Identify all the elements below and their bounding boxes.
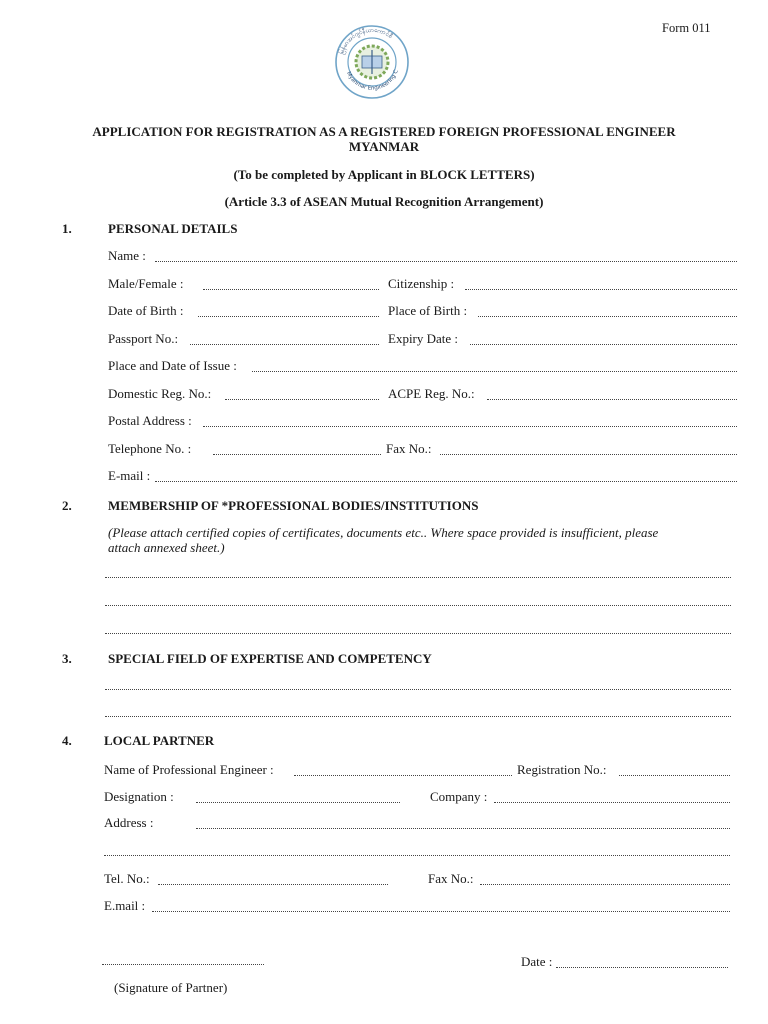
form-title-country: MYANMAR	[348, 139, 420, 154]
postal-field[interactable]	[203, 426, 737, 427]
expiry-label: Expiry Date :	[388, 331, 459, 346]
issue-label: Place and Date of Issue :	[108, 358, 237, 373]
partner-fax-field[interactable]	[480, 884, 730, 885]
tel-field[interactable]	[158, 884, 388, 885]
dob-label: Date of Birth :	[108, 303, 184, 318]
logo-top-text: မြန်မာအင်ဂျင်နီယာကောင်စီ	[338, 26, 394, 56]
date-field[interactable]	[556, 967, 728, 968]
section-2-note: (Please attach certified copies of certificates, documents etc.. Where space provided is insufficient, please	[108, 525, 659, 540]
dob-field[interactable]	[198, 316, 379, 317]
section-3-number: 3.	[62, 651, 72, 666]
citizenship-field[interactable]	[465, 289, 737, 290]
partner-email-field[interactable]	[152, 911, 730, 912]
address-field-2[interactable]	[104, 855, 730, 856]
partner-email-label: E.mail :	[104, 898, 146, 913]
email-field[interactable]	[155, 481, 737, 482]
form-number: Form 011	[662, 21, 711, 35]
phone-field[interactable]	[213, 454, 381, 455]
pob-label: Place of Birth :	[388, 303, 468, 318]
gender-label: Male/Female :	[108, 276, 184, 291]
address-label: Address :	[104, 815, 154, 830]
email-label: E-mail :	[108, 468, 151, 483]
section-2-heading: MEMBERSHIP OF *PROFESSIONAL BODIES/INSTITUTIONS	[108, 498, 479, 513]
membership-line-1[interactable]	[105, 577, 731, 578]
designation-label: Designation :	[104, 789, 174, 804]
council-logo	[326, 22, 418, 102]
section-1-heading: PERSONAL DETAILS	[108, 221, 238, 236]
fax-label: Fax No.:	[386, 441, 432, 456]
issue-field[interactable]	[252, 371, 737, 372]
gender-field[interactable]	[203, 289, 379, 290]
citizenship-label: Citizenship :	[388, 276, 455, 291]
section-4-number: 4.	[62, 733, 72, 748]
section-4-heading: LOCAL PARTNER	[104, 733, 215, 748]
company-field[interactable]	[494, 802, 730, 803]
pob-field[interactable]	[478, 316, 737, 317]
section-2-note-cont: attach annexed sheet.)	[108, 540, 225, 555]
signature-field[interactable]	[102, 964, 264, 965]
postal-label: Postal Address :	[108, 413, 192, 428]
section-3-heading: SPECIAL FIELD OF EXPERTISE AND COMPETENCY	[108, 651, 432, 666]
name-field[interactable]	[155, 261, 737, 262]
section-1-number: 1.	[62, 221, 72, 236]
fax-field[interactable]	[440, 454, 737, 455]
pe-name-field[interactable]	[294, 775, 512, 776]
domestic-reg-label: Domestic Reg. No.:	[108, 386, 212, 401]
designation-field[interactable]	[196, 802, 400, 803]
logo-bottom-text: Myanmar Engineering C	[344, 69, 400, 92]
form-title: APPLICATION FOR REGISTRATION AS A REGISTERED FOREIGN PROFESSIONAL ENGINEER	[92, 124, 676, 139]
date-label: Date :	[521, 954, 553, 969]
reg-no-label: Registration No.:	[517, 762, 607, 777]
expertise-line-2[interactable]	[105, 716, 731, 717]
company-label: Company :	[430, 789, 488, 804]
acpe-label: ACPE Reg. No.:	[388, 386, 475, 401]
domestic-reg-field[interactable]	[225, 399, 379, 400]
reg-no-field[interactable]	[619, 775, 730, 776]
pe-name-label: Name of Professional Engineer :	[104, 762, 274, 777]
passport-label: Passport No.:	[108, 331, 179, 346]
passport-field[interactable]	[190, 344, 379, 345]
partner-fax-label: Fax No.:	[428, 871, 474, 886]
section-2-number: 2.	[62, 498, 72, 513]
expertise-line-1[interactable]	[105, 689, 731, 690]
signature-label: (Signature of Partner)	[114, 980, 228, 995]
membership-line-3[interactable]	[105, 633, 731, 634]
form-instruction: (To be completed by Applicant in BLOCK LETTERS)	[233, 167, 535, 182]
form-article: (Article 3.3 of ASEAN Mutual Recognition Arrangement)	[224, 194, 544, 209]
expiry-field[interactable]	[470, 344, 737, 345]
address-field-1[interactable]	[196, 828, 730, 829]
membership-line-2[interactable]	[105, 605, 731, 606]
phone-label: Telephone No. :	[108, 441, 192, 456]
acpe-field[interactable]	[487, 399, 737, 400]
name-label: Name :	[108, 248, 146, 263]
tel-label: Tel. No.:	[104, 871, 150, 886]
